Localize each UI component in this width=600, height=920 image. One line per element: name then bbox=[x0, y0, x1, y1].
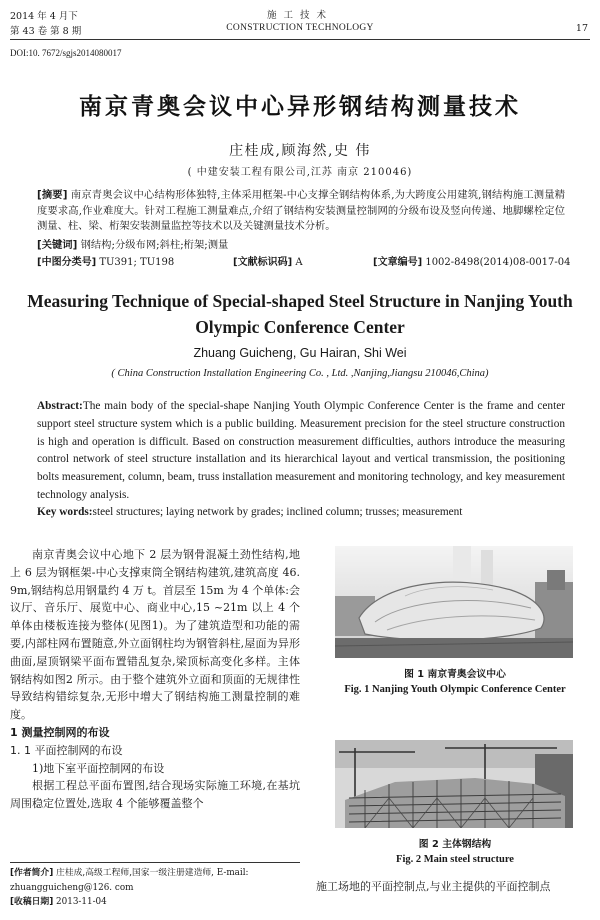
figure-2-photo bbox=[335, 740, 573, 828]
subsection-heading: 1. 1 平面控制网的布设 bbox=[10, 743, 123, 757]
document-code: [文献标识码] A bbox=[233, 257, 303, 268]
clc-code: [中图分类号] TU391; TU198 bbox=[37, 257, 175, 268]
body-left-column bbox=[10, 546, 300, 813]
figure-2-caption-cn: 图 2 主体钢结构 bbox=[418, 839, 492, 850]
title-en: Measuring Technique of Special-shaped Steel Structure in Nanjing Youth Olympic Conference Center bbox=[27, 291, 573, 337]
footnote bbox=[10, 862, 300, 910]
abstract-en-label: Abstract: bbox=[37, 400, 83, 412]
figure-1-photo bbox=[335, 546, 573, 658]
author-bio: [作者简介] 庄桂成,高级工程师,国家一级注册建造师, E-mail: zhuangguicheng@126. com bbox=[10, 868, 249, 893]
keywords-en-label: Key words: bbox=[37, 506, 93, 518]
journal-name-cn: 施工技术 bbox=[266, 10, 333, 21]
body-paragraph: 根据工程总平面布置图,结合现场实际施工环境,在基坑周围稳定位置处,选取 4 个能够覆盖整个 bbox=[10, 779, 300, 811]
body-right-column: 施工场地的平面控制点,与业主提供的平面控制点 bbox=[316, 880, 551, 893]
keywords-cn-label: [关键词] bbox=[37, 239, 78, 251]
keywords-en-text: steel structures; laying network by grades; inclined column; trusses; measurement bbox=[92, 506, 463, 518]
abstract-cn-label: [摘要] bbox=[37, 189, 68, 201]
classification-row bbox=[37, 253, 571, 269]
journal-name-en: CONSTRUCTION TECHNOLOGY bbox=[226, 23, 374, 33]
figure-1-caption-cn: 图 1 南京青奥会议中心 bbox=[404, 669, 506, 680]
abstract-en-text: The main body of the special-shape Nanjing Youth Olympic Conference Center is the frame and center support steel structure system which is a public building. Measurement precision for the steel structure construction is high and operation is difficult. Based on construction measurement difficulties, authors introduce the measuring control network of steel structure installation and its hierarchical layout and vertical transmission, the positioning bolts measurement, column, beam, truss installation measurement and monitoring technology, and key measurement technology analysis. bbox=[37, 400, 565, 501]
article-number: [文章编号] 1002-8498(2014)08-0017-04 bbox=[373, 257, 571, 268]
doi: DOI:10. 7672/sgjs2014080017 bbox=[10, 48, 122, 58]
abstract-cn-text: 南京青奥会议中心结构形体独特,主体采用框架-中心支撑全钢结构体系,为大跨度公用建筑,钢结构施工测量精度要求高,作业难度大。针对工程施工测量难点,介绍了钢结构安装测量控制网的分级布设及竖向传递、地脚螺栓定位测量、柱、梁、桁架安装测量监控等技术以及关键测量技术分析。 bbox=[37, 189, 565, 233]
affiliation-en: ( China Construction Installation Engineering Co. , Ltd. ,Nanjing,Jiangsu 210046,China) bbox=[111, 368, 489, 379]
body-paragraph: 南京青奥会议中心地下 2 层为钢骨混凝土劲性结构,地上 6 层为钢框架-中心支撑束筒全钢结构建筑,建筑高度 46. 9m,钢结构总用钢量约 4 万 t。首层至 15m 为 4 个单体:会议厅、音乐厅、展览中心、商业中心,15 ~21m 以上 4 个单体由楼板连接为整体(见图1)。为了建筑造型和功能的需要,内部柱网布置随意,外立面钢柱均为钢管斜柱,屋面为异形曲面,屋顶钢梁平面布置错乱复杂,梁顶标高变化多样。主体钢结构如图2 所示。由于整个建筑外立面和顶面的无规律性导致结构错综复杂,无形中增大了钢结构施工测量控制的难度。 bbox=[10, 548, 300, 722]
running-header bbox=[10, 6, 590, 40]
title-cn: 南京青奥会议中心异形钢结构测量技术 bbox=[79, 93, 521, 120]
section-heading: 1 测量控制网的布设 bbox=[10, 725, 110, 739]
authors-cn: 庄桂成,顾海然,史 伟 bbox=[229, 143, 371, 159]
volume-issue: 第 43 卷 第 8 期 bbox=[10, 26, 82, 37]
keywords-cn-text: 钢结构;分级布网;斜柱;桁架;测量 bbox=[80, 239, 229, 251]
abstract-en bbox=[37, 398, 565, 505]
abstract-cn bbox=[37, 188, 565, 235]
subsubsection-heading: 1)地下室平面控制网的布设 bbox=[32, 761, 165, 775]
page-number: 17 bbox=[575, 23, 588, 34]
figure-1-caption-en: Fig. 1 Nanjing Youth Olympic Conference Center bbox=[344, 684, 566, 695]
issue-date: 2014 年 4 月下 bbox=[10, 11, 78, 22]
figure-2-caption-en: Fig. 2 Main steel structure bbox=[396, 854, 514, 865]
received-date: [收稿日期] 2013-11-04 bbox=[10, 897, 107, 907]
keywords-cn bbox=[37, 236, 565, 251]
affiliation-cn: ( 中建安装工程有限公司,江苏 南京 210046) bbox=[187, 167, 413, 178]
authors-en: Zhuang Guicheng, Gu Hairan, Shi Wei bbox=[193, 346, 407, 360]
keywords-en bbox=[37, 506, 565, 518]
